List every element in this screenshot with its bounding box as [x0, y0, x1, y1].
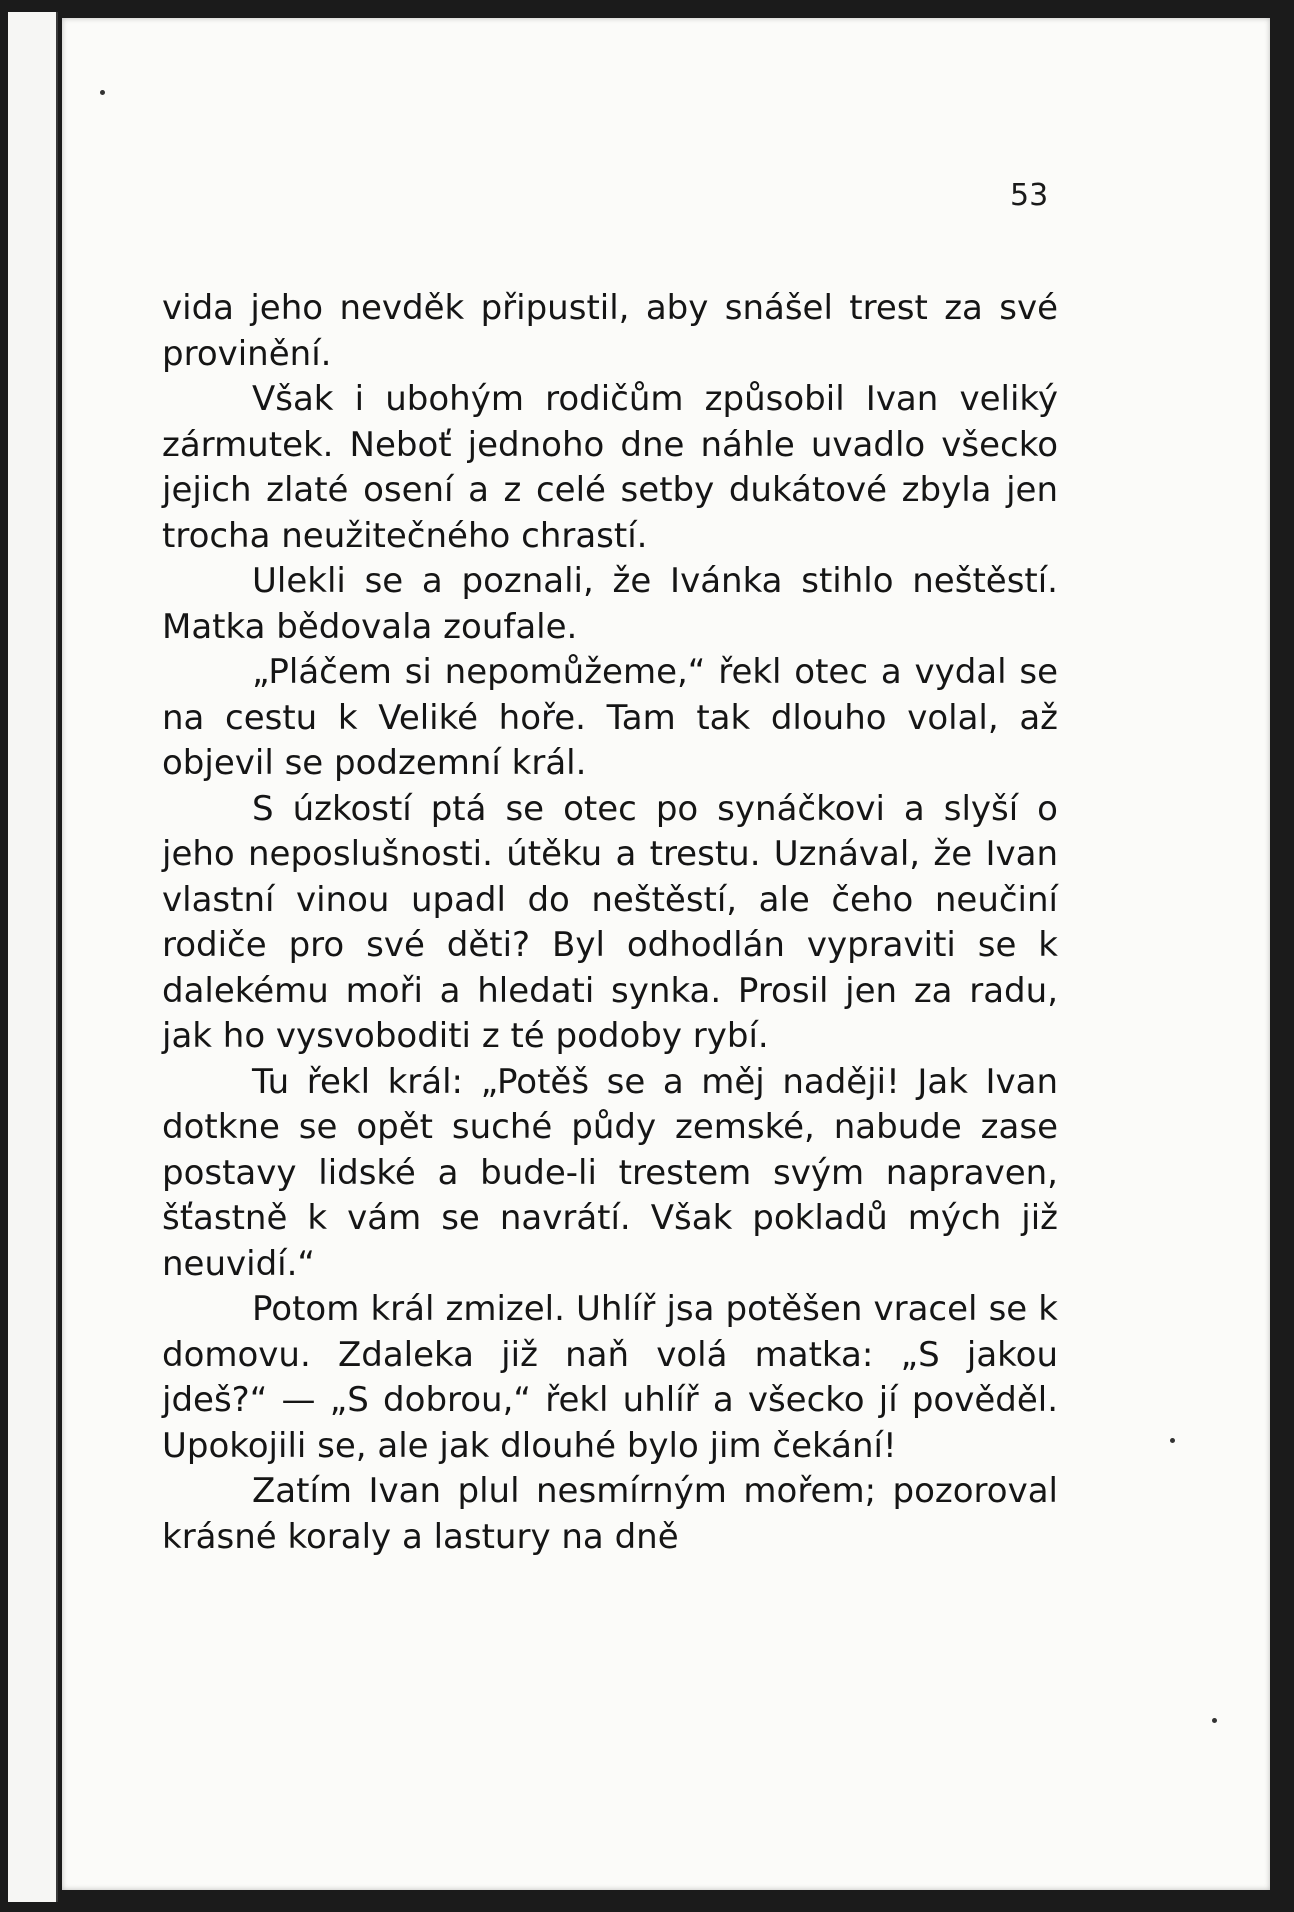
paragraph-text: „Pláčem si nepomůžeme,“ řekl otec a vydal se na cestu k Veliké hoře. Tam tak dlouho volal, až objevil se podzemní král. [162, 652, 1069, 783]
paragraph [162, 1287, 1069, 1469]
paragraph [162, 787, 1069, 1060]
print-speck [1212, 1718, 1217, 1723]
paragraph [162, 1469, 1069, 1560]
paragraph-text: Ulekli se a poznali, že Ivánka stihlo neštěstí. Matka bědovala zoufale. [162, 561, 1069, 647]
paragraph [162, 650, 1069, 787]
body-text [162, 286, 1069, 1560]
paragraph-text: Však i ubohým rodičům způsobil Ivan veliký zármutek. Neboť jednoho dne náhle uvadlo všecko jejich zlaté osení a z celé setby dukátové zbyla jen trocha neužitečného chrastí. [162, 379, 1069, 556]
paragraph-text: Zatím Ivan plul nesmírným mořem; pozoroval krásné koraly a lastury na dně [162, 1471, 1069, 1557]
paragraph [162, 1060, 1069, 1288]
paragraph [162, 377, 1069, 559]
paragraph-text: S úzkostí ptá se otec po synáčkovi a slyší o jeho neposlušnosti. útěku a trestu. Uznával, že Ivan vlastní vinou upadl do neštěstí, ale čeho neučiní rodiče pro své děti? Byl odhodlán vypraviti se k dalekému moři a hledati synka. Prosil jen za radu, jak ho vysvoboditi z té podoby rybí. [162, 788, 1069, 1056]
page-number: 53 [1010, 178, 1049, 213]
paragraph-text: Tu řekl král: „Potěš se a měj naději! Jak Ivan dotkne se opět suché půdy zemské, nabude zase postavy lidské a bude-li trestem svým napraven, šťastně k vám se navrátí. Však pokladů mých již neuvidí.“ [162, 1061, 1069, 1284]
facing-page-edge [8, 12, 58, 1902]
print-speck [100, 90, 105, 95]
print-speck [1170, 1438, 1175, 1443]
paragraph [162, 286, 1069, 377]
paragraph [162, 559, 1069, 650]
paragraph-text: Potom král zmizel. Uhlíř jsa potěšen vracel se k domovu. Zdaleka již naň volá matka: „S jakou jdeš?“ — „S dobrou,“ řekl uhlíř a všecko jí pověděl. Upokojili se, ale jak dlouhé bylo jim čekání! [162, 1289, 1069, 1466]
paragraph-text: vida jeho nevděk připustil, aby snášel trest za své provinění. [162, 288, 1069, 374]
